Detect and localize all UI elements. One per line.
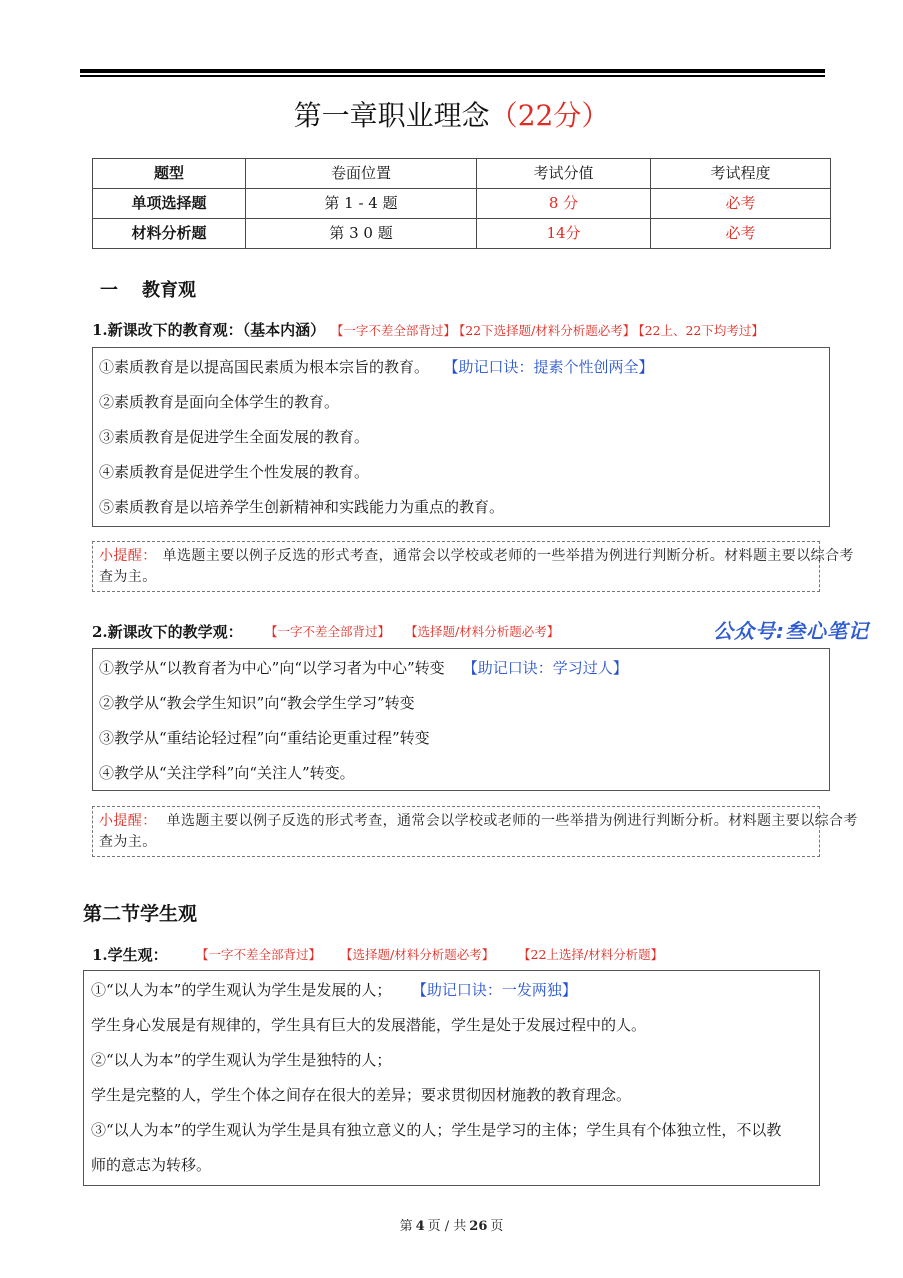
watermark-label: 公众号:叁心笔记 — [713, 619, 869, 643]
table-header: 考试分值 — [477, 159, 651, 189]
header-rule-thick — [80, 69, 825, 73]
question-type-cell: 单项选择题 — [93, 189, 246, 219]
reminder-text: 查为主。 — [99, 569, 157, 585]
question-position-cell: 第 1 - 4 题 — [246, 189, 477, 219]
list-item: ③素质教育是促进学生全面发展的教育。 — [99, 428, 370, 446]
section-number: 一 — [100, 280, 118, 301]
topic-heading-education-view — [92, 319, 872, 341]
chapter-score: （22分） — [489, 99, 610, 132]
question-position-cell: 第 3 0 题 — [246, 219, 477, 249]
list-item: ③教学从“重结论轻过程”向“重结论更重过程”转变 — [99, 729, 430, 747]
footer-middle: 页 / 共 — [427, 1219, 467, 1234]
list-item: 师的意志为转移。 — [91, 1156, 212, 1174]
question-type-cell: 材料分析题 — [93, 219, 246, 249]
question-level-cell: 必考 — [651, 189, 831, 219]
page-footer — [0, 1217, 903, 1237]
section-title: 教育观 — [142, 280, 196, 301]
topic-heading-student-view — [92, 944, 872, 966]
exam-tag: 【22上选择/材料分析题】 — [518, 947, 664, 962]
list-item: 学生是完整的人，学生个体之间存在很大的差异；要求贯彻因材施教的教育理念。 — [91, 1086, 632, 1104]
topic-title: 1.新课改下的教育观：（基本内涵） — [92, 321, 326, 339]
table-header: 卷面位置 — [246, 159, 477, 189]
topic-title: 2.新课改下的教学观： — [92, 623, 243, 641]
current-page-number: 4 — [415, 1219, 425, 1234]
reminder-line — [99, 546, 854, 567]
table-header: 考试程度 — [651, 159, 831, 189]
question-score-cell: 14分 — [477, 219, 651, 249]
exam-tag: 【22上、22下均考过】 — [638, 323, 764, 338]
table-header-row — [93, 159, 831, 189]
mnemonic-label: 【助记口诀：学习过人】 — [462, 659, 628, 677]
exam-tag: 【选择题/材料分析题必考】 — [405, 624, 560, 639]
exam-tag: 【一字不差全部背过】 — [196, 947, 322, 962]
section-heading-education-view — [100, 279, 196, 303]
table-row — [93, 189, 831, 219]
list-item-text: ①教学从“以教育者为中心”向“以学习者为中心”转变 — [99, 659, 445, 677]
list-item-text: ①素质教育是以提高国民素质为根本宗旨的教育。 — [99, 358, 430, 376]
reminder-text: 查为主。 — [99, 834, 157, 850]
student-view-box — [83, 970, 820, 1186]
footer-prefix: 第 — [399, 1219, 413, 1234]
exam-tag: 【选择题/材料分析题必考】 — [340, 947, 495, 962]
list-item: ④素质教育是促进学生个性发展的教育。 — [99, 463, 370, 481]
list-item: ②素质教育是面向全体学生的教育。 — [99, 393, 340, 411]
list-item: ③“以人为本”的学生观认为学生是具有独立意义的人；学生是学习的主体；学生具有个体独立性，不以教 — [91, 1121, 782, 1139]
total-page-number: 26 — [469, 1219, 488, 1234]
exam-tag: 【22下选择题/材料分析题必考】 — [458, 323, 636, 338]
teaching-view-box — [92, 648, 830, 791]
table-header: 题型 — [93, 159, 246, 189]
list-item: ⑤素质教育是以培养学生创新精神和实践能力为重点的教育。 — [99, 498, 505, 516]
list-item: ②“以人为本”的学生观认为学生是独特的人； — [91, 1051, 392, 1069]
education-view-box — [92, 347, 830, 527]
table-row — [93, 219, 831, 249]
topic-title: 1.学生观： — [92, 946, 168, 964]
mnemonic-label: 【助记口诀：提素个性创两全】 — [451, 358, 654, 376]
reminder-box — [92, 806, 858, 857]
question-score-cell: 8 分 — [477, 189, 651, 219]
reminder-text: 单选题主要以例子反选的形式考查，通常会以学校或老师的一些举措为例进行判断分析。材料题主要以综合考 — [162, 548, 854, 564]
list-item-text: ①“以人为本”的学生观认为学生是发展的人； — [91, 981, 392, 999]
footer-suffix: 页 — [490, 1219, 504, 1234]
question-level-cell: 必考 — [651, 219, 831, 249]
exam-tag: 【一字不差全部背过】 — [265, 624, 391, 639]
reminder-box — [92, 541, 854, 592]
section-heading-student-view: 第二节学生观 — [83, 903, 198, 925]
reminder-label: 小提醒： — [99, 813, 157, 829]
reminder-text: 单选题主要以例子反选的形式考查，通常会以学校或老师的一些举措为例进行判断分析。材料题主要以综合考 — [166, 813, 858, 829]
topic-tags — [337, 321, 764, 339]
list-item: 学生身心发展是有规律的，学生具有巨大的发展潜能，学生是处于发展过程中的人。 — [91, 1016, 647, 1034]
list-item: ②教学从“教会学生知识”向“教会学生学习”转变 — [99, 694, 415, 712]
reminder-line — [99, 811, 858, 832]
list-item — [91, 973, 812, 1008]
chapter-title — [0, 98, 903, 134]
exam-tag: 【一字不差全部背过】 — [337, 323, 456, 338]
list-item — [99, 651, 823, 686]
mnemonic-label: 【助记口诀：一发两独】 — [419, 981, 577, 999]
list-item — [99, 350, 823, 385]
header-rule-thin — [80, 75, 825, 77]
list-item: ④教学从“关注学科”向“关注人”转变。 — [99, 764, 355, 782]
reminder-label: 小提醒： — [99, 548, 157, 564]
exam-info-table — [92, 158, 831, 249]
chapter-title-text: 第一章职业理念 — [293, 99, 490, 132]
